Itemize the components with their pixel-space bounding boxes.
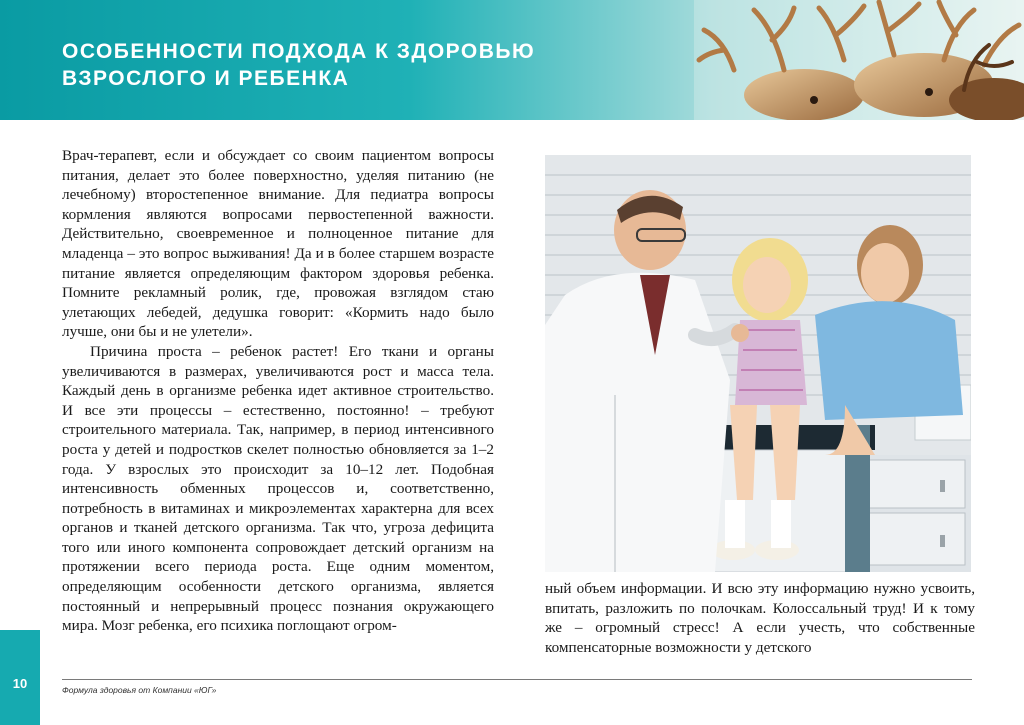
article-paragraph: Причина проста – ребенок растет! Его ткани и органы увеличиваются в размерах, увеличиваются рост и масса тела. Каждый день в организме ребенка идет активное строительство. И все эти процессы – естественно, постоянно! – требуют строительного материала. Так, например, в период интенсивного роста у детей и подростков скелет полностью обновляется за 1–2 года. У взрослых это происходит за 10–12 лет. Подобная интенсивность обменных процессов и, соответственно, потребность в витаминах и микроэлементах характерна для всех органов и тканей детского организма. Так что, угроза дефицита того или иного компонента сопровождает детский организм на протяжении всего периода роста. Еще одним моментом, определяющим особенности детского организма, является постоянный и непрерывный процесс познания окружающего мира. Мозг ребенка, его психика поглощают огром- — [62, 342, 494, 635]
article-paragraph: ный объем информации. И всю эту информацию нужно усвоить, впитать, разложить по полочкам. Колоссальный труд! И к тому же – огромный стресс! А если учесть, что собственные компенсаторные возможности у детского — [545, 580, 975, 656]
article-right-column — [545, 579, 975, 657]
header-band — [0, 0, 1024, 120]
page-title-line-2: ВЗРОСЛОГО И РЕБЕНКА — [62, 67, 350, 90]
page-number: 10 — [12, 676, 28, 691]
page-title — [62, 38, 622, 92]
doctor-child-illustration — [545, 155, 971, 572]
page-title-line-1: ОСОБЕННОСТИ ПОДХОДА К ЗДОРОВЬЮ — [62, 40, 536, 63]
footer-caption: Формула здоровья от Компании «ЮГ» — [62, 685, 217, 695]
article-left-column — [62, 146, 494, 636]
article-paragraph: Врач-терапевт, если и обсуждает со своим пациентом вопросы питания, делает это более поверхностно, уделяя питанию (не лечебному) второстепенное внимание. Для педиатра вопросы кормления являются вопросами первостепенной важности. Действительно, своевременное и полноценное питание для младенца – это вопрос выживания! Да и в более старшем возрасте питание является определяющим фактором здоровья ребенка. Помните рекламный ролик, где, провожая взглядом стаю улетающих лебедей, дедушка говорит: «Кормить надо было лучше, они бы и не улетели». — [62, 147, 494, 341]
reindeer-antlers-image — [694, 0, 1024, 120]
footer-divider — [62, 679, 972, 680]
doctor-child-photo — [545, 155, 971, 572]
